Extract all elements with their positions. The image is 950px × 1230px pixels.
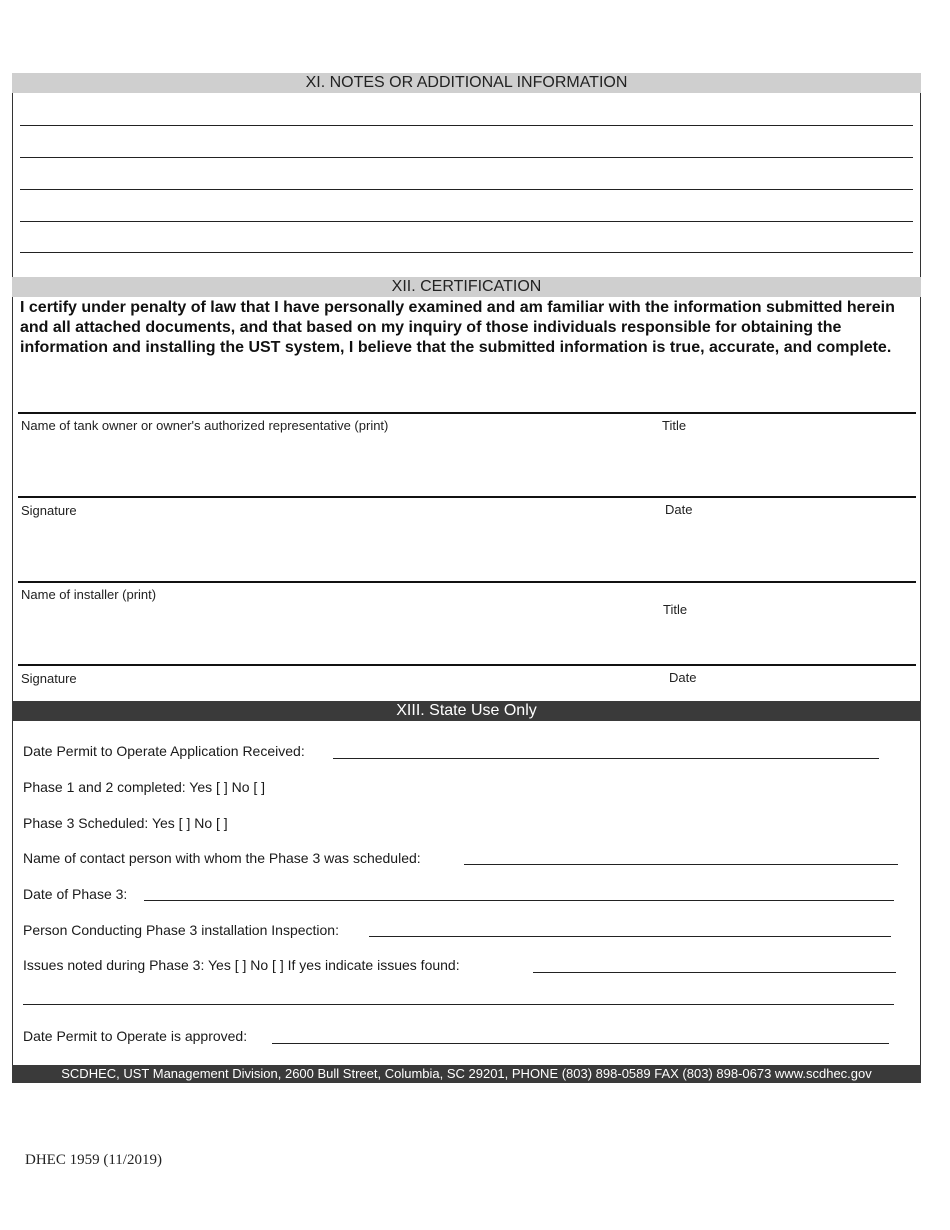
notes-section-heading: XI. NOTES OR ADDITIONAL INFORMATION [12, 73, 921, 93]
owner-signature-label: Signature [21, 503, 77, 518]
certification-section-heading: XII. CERTIFICATION [12, 277, 921, 297]
notes-line-4[interactable] [20, 221, 913, 222]
installer-signature-label: Signature [21, 671, 77, 686]
form-border-right [920, 73, 921, 1083]
issues-label: Issues noted during Phase 3: Yes [ ] No [ ] If yes indicate issues found: [23, 957, 460, 973]
phase3-date-field[interactable] [144, 900, 894, 901]
date-received-field[interactable] [333, 758, 879, 759]
notes-line-3[interactable] [20, 189, 913, 190]
installer-name-label: Name of installer (print) [21, 587, 157, 602]
contact-person-field[interactable] [464, 864, 898, 865]
approved-date-label: Date Permit to Operate is approved: [23, 1028, 248, 1044]
issues-field[interactable] [533, 972, 896, 973]
owner-date-label: Date [665, 502, 693, 517]
certification-statement: I certify under penalty of law that I have personally examined and am familiar with the information submitted herein and all attached documents, and that based on my inquiry of those individuals responsible for obtaining the information and installing the UST system, I believe that the submitted information is true, accurate, and complete. [20, 299, 895, 356]
date-received-label: Date Permit to Operate Application Received: [23, 743, 305, 759]
owner-name-field[interactable] [18, 412, 916, 414]
notes-line-2[interactable] [20, 157, 913, 158]
owner-signature-field[interactable] [18, 496, 916, 498]
notes-line-5[interactable] [20, 252, 913, 253]
installer-title-label: Title [663, 602, 688, 617]
phase12-completed-label: Phase 1 and 2 completed: Yes [ ] No [ ] [23, 779, 266, 795]
owner-name-label: Name of tank owner or owner's authorized representative (print) [21, 418, 389, 433]
approved-date-field[interactable] [272, 1043, 889, 1044]
phase3-date-label: Date of Phase 3: [23, 886, 128, 902]
inspector-label: Person Conducting Phase 3 installation Inspection: [23, 922, 339, 938]
issues-field-continuation[interactable] [23, 1004, 894, 1005]
phase3-scheduled-label: Phase 3 Scheduled: Yes [ ] No [ ] [23, 815, 228, 831]
installer-signature-field[interactable] [18, 664, 916, 666]
footer-contact-bar: SCDHEC, UST Management Division, 2600 Bull Street, Columbia, SC 29201, PHONE (803) 898-0589 FAX (803) 898-0673 www.scdhec.gov [12, 1065, 921, 1083]
owner-title-label: Title [662, 418, 687, 433]
installer-name-field[interactable] [18, 581, 916, 583]
notes-line-1[interactable] [20, 125, 913, 126]
installer-date-label: Date [669, 670, 697, 685]
inspector-field[interactable] [369, 936, 891, 937]
form-border-left [12, 73, 13, 1083]
form-id: DHEC 1959 (11/2019) [25, 1152, 162, 1168]
state-use-section-heading: XIII. State Use Only [12, 701, 921, 721]
contact-person-label: Name of contact person with whom the Phase 3 was scheduled: [23, 850, 421, 866]
